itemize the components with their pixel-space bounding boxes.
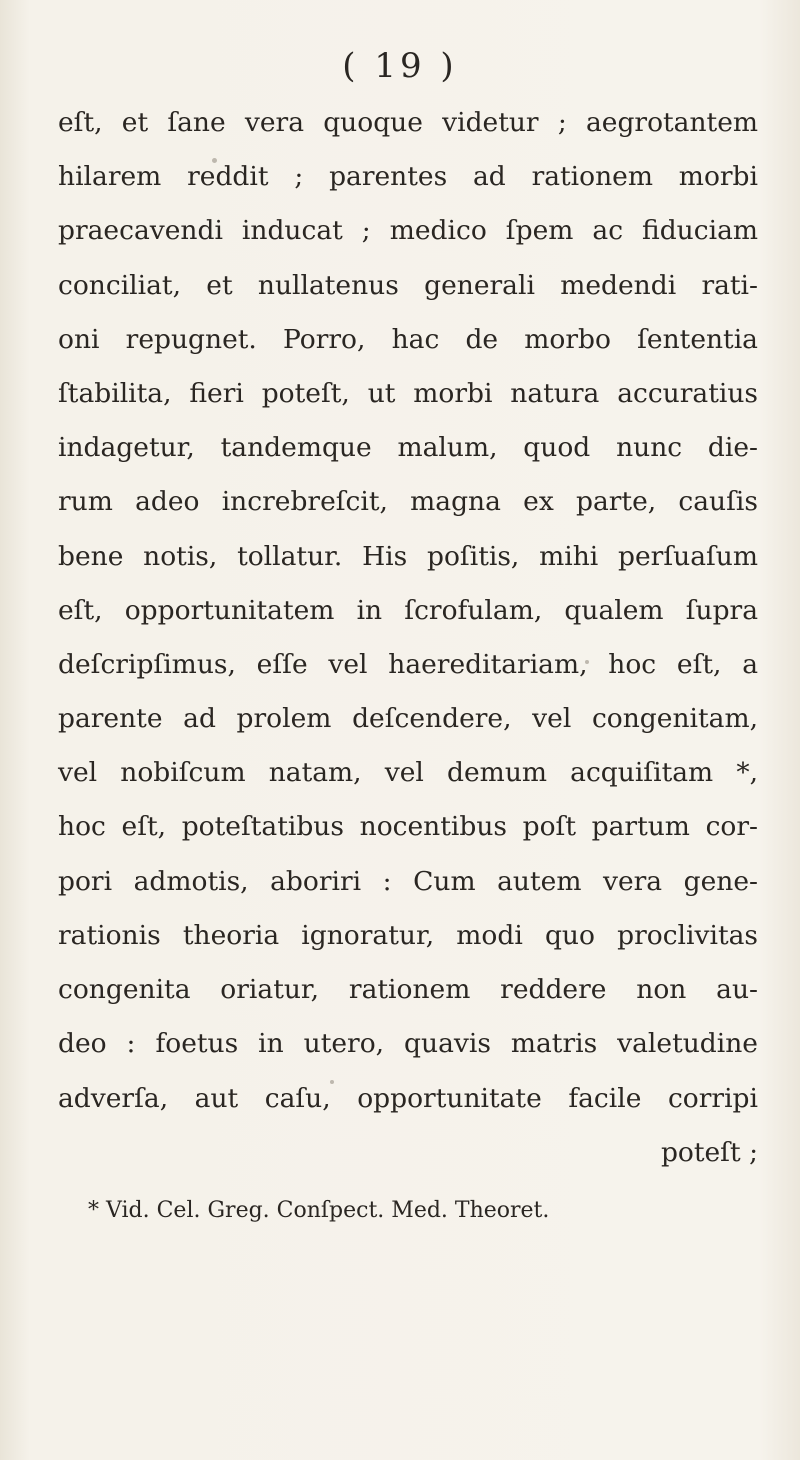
paper-speck xyxy=(585,660,589,664)
text-line: eſt, et ſane vera quoque videtur ; aegrotantem xyxy=(58,107,758,138)
text-line: rum adeo increbreſcit, magna ex parte, cauſis xyxy=(58,486,758,518)
text-line: pori admotis, aboriri : Cum autem vera gene- xyxy=(58,865,758,897)
text-line: rationis theoria ignoratur, modi quo proclivitas xyxy=(58,919,758,951)
text-line: indagetur, tandemque malum, quod nunc die- xyxy=(58,432,758,464)
text-line: oni repugnet. Porro, hac de morbo ſententia xyxy=(58,323,758,355)
text-line: hilarem reddit ; parentes ad rationem morbi xyxy=(58,161,758,193)
body-text xyxy=(58,96,758,1071)
paper-speck xyxy=(212,158,217,163)
text-line: conciliat, et nullatenus generali medendi rati- xyxy=(58,269,758,301)
text-line: deſcripſimus, eſſe vel haereditariam, hoc eſt, a xyxy=(58,648,758,680)
text-line: parente ad prolem deſcendere, vel congenitam, xyxy=(58,703,758,735)
text-line: hoc eſt, poteſtatibus nocentibus poſt partum cor- xyxy=(58,811,758,843)
text-line: adverſa, aut caſu, opportunitate facile corripi xyxy=(58,1082,758,1114)
body-text-continued xyxy=(58,1072,758,1180)
text-line: ſtabilita, fieri poteſt, ut morbi natura accuratius xyxy=(58,377,758,409)
text-line: praecavendi inducat ; medico ſpem ac fiduciam xyxy=(58,215,758,247)
text-line: bene notis, tollatur. His poſitis, mihi perſuaſum xyxy=(58,540,758,572)
text-line-catchword: deo : foetus in utero, quavis matris valetudine xyxy=(58,1028,758,1060)
text-line: congenita oriatur, rationem reddere non au- xyxy=(58,974,758,1005)
text-line: vel nobiſcum natam, vel demum acquiſitam *, xyxy=(58,757,758,789)
text-line-catchword: poteſt ; xyxy=(660,1136,758,1168)
text-line: eſt, opportunitatem in ſcrofulam, qualem ſupra xyxy=(58,594,758,626)
page-number: ( 19 ) xyxy=(342,46,458,86)
footnote: * Vid. Cel. Greg. Conſpect. Med. Theoret. xyxy=(88,1198,550,1223)
